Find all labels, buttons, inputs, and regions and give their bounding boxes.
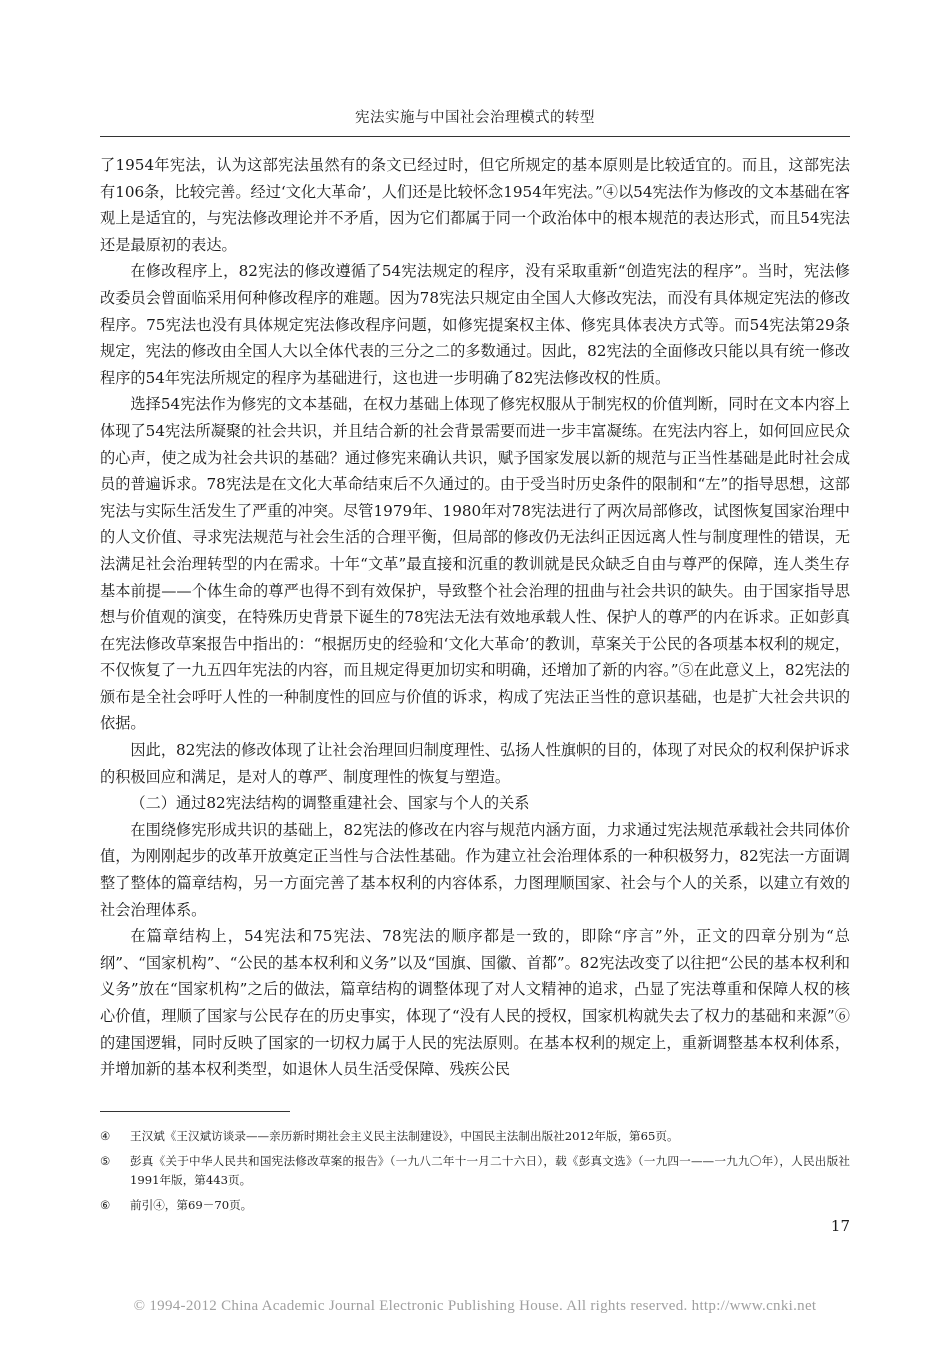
footnote-mark: ⑤: [100, 1153, 111, 1168]
paragraph-2: 在修改程序上，82宪法的修改遵循了54宪法规定的程序，没有采取重新“创造宪法的程序”。当时，宪法修改委员会曾面临采用何种修改程序的难题。因为78宪法只规定由全国人大修改宪法，而没有具体规定宪法的修改程序。75宪法也没有具体规定宪法修改程序问题，如修宪提案权主体、修宪具体表决方式等。而54宪法第29条规定，宪法的修改由全国人大以全体代表的三分之二的多数通过。因此，82宪法的全面修改只能以具有统一修改程序的54年宪法所规定的程序为基础进行，这也进一步明确了82宪法修改权的性质。: [100, 262, 850, 387]
paragraph-1: 了1954年宪法，认为这部宪法虽然有的条文已经过时，但它所规定的基本原则是比较适宜的。而且，这部宪法有106条，比较完善。经过‘文化大革命’，人们还是比较怀念1954年宪法。”④以54宪法作为修改的文本基础在客观上是适宜的，与宪法修改理论并不矛盾，因为它们都属于同一个政治体中的根本规范的表达形式，而且54宪法还是最原初的表达。: [100, 156, 850, 254]
footnote-mark: ⑥: [100, 1197, 111, 1212]
section-heading: （二）通过82宪法结构的调整重建社会、国家与个人的关系: [130, 794, 530, 813]
paragraph-4: 因此，82宪法的修改体现了让社会治理回归制度理性、弘扬人性旗帜的目的，体现了对民众的权利保护诉求的积极回应和满足，是对人的尊严、制度理性的恢复与塑造。: [100, 741, 850, 786]
header-rule: [100, 136, 850, 137]
footnote-4: [100, 1127, 850, 1147]
footnote-text: 彭真《关于中华人民共和国宪法修改草案的报告》（一九八二年十一月二十六日），载《彭真文选》（一九四一——一九九〇年），人民出版社1991年版，第443页。: [130, 1153, 850, 1187]
paragraph-5: 在围绕修宪形成共识的基础上，82宪法的修改在内容与规范内涵方面，力求通过宪法规范承载社会共同体价值，为刚刚起步的改革开放奠定正当性与合法性基础。作为建立社会治理体系的一种积极努力，82宪法一方面调整了整体的篇章结构，另一方面完善了基本权利的内容体系，力图理顺国家、社会与个人的关系，以建立有效的社会治理体系。: [100, 820, 850, 919]
paragraph-6: 在篇章结构上，54宪法和75宪法、78宪法的顺序都是一致的，即除“序言”外，正文的四章分别为“总纲”、“国家机构”、“公民的基本权利和义务”以及“国旗、国徽、首都”。82宪法改变了以往把“公民的基本权利和义务”放在“国家机构”之后的做法，篇章结构的调整体现了对人文精神的追求，凸显了宪法尊重和保障人权的核心价值，理顺了国家与公民存在的历史事实，体现了“没有人民的授权，国家机构就失去了权力的基础和来源”⑥的建国逻辑，同时反映了国家的一切权力属于人民的宪法原则。在基本权利的规定上，重新调整基本权利体系，并增加新的基本权利类型，如退休人员生活受保障、残疾公民: [100, 927, 850, 1079]
copyright-watermark: © 1994-2012 China Academic Journal Electronic Publishing House. All rights reserved. http://www.cnki.net: [133, 1298, 817, 1314]
footnote-rule: [100, 1111, 290, 1112]
footnote-text: 王汉斌《王汉斌访谈录——亲历新时期社会主义民主法制建设》，中国民主法制出版社2012年版，第65页。: [130, 1129, 679, 1143]
footnote-6: [100, 1196, 850, 1216]
page-number: 17: [830, 1217, 850, 1235]
article-body: [100, 152, 850, 1083]
running-header: 宪法实施与中国社会治理模式的转型: [355, 110, 595, 126]
paragraph-3: 选择54宪法作为修宪的文本基础，在权力基础上体现了修宪权服从于制宪权的价值判断，同时在文本内容上体现了54宪法所凝聚的社会共识，并且结合新的社会背景需要而进一步丰富凝练。在宪法内容上，如何回应民众的心声，使之成为社会共识的基础？通过修宪来确认共识，赋予国家发展以新的规范与正当性基础是此时社会成员的普遍诉求。78宪法是在文化大革命结束后不久通过的。由于受当时历史条件的限制和“左”的指导思想，这部宪法与实际生活发生了严重的冲突。尽管1979年、1980年对78宪法进行了两次局部修改，试图恢复国家治理中的人文价值、寻求宪法规范与社会生活的合理平衡，但局部的修改仍无法纠正因远离人性与制度理性的错误，无法满足社会治理转型的内在需求。十年“文革”最直接和沉重的教训就是民众缺乏自由与尊严的保障，连人类生存基本前提——个体生命的尊严也得不到有效保护，导致整个社会治理的扭曲与社会共识的缺失。由于国家指导思想与价值观的演变，在特殊历史背景下诞生的78宪法无法有效地承载人性、保护人的尊严的内在诉求。正如彭真在宪法修改草案报告中指出的：“根据历史的经验和‘文化大革命’的教训，草案关于公民的各项基本权利的规定，不仅恢复了一九五四年宪法的内容，而且规定得更加切实和明确，还增加了新的内容。”⑤在此意义上，82宪法的颁布是全社会呼吁人性的一种制度性的回应与价值的诉求，构成了宪法正当性的意识基础，也是扩大社会共识的依据。: [100, 395, 850, 733]
footnotes: [100, 1127, 850, 1220]
footnote-5: [100, 1152, 850, 1191]
footnote-text: 前引④，第69－70页。: [130, 1197, 253, 1212]
footnote-mark: ④: [100, 1129, 111, 1143]
